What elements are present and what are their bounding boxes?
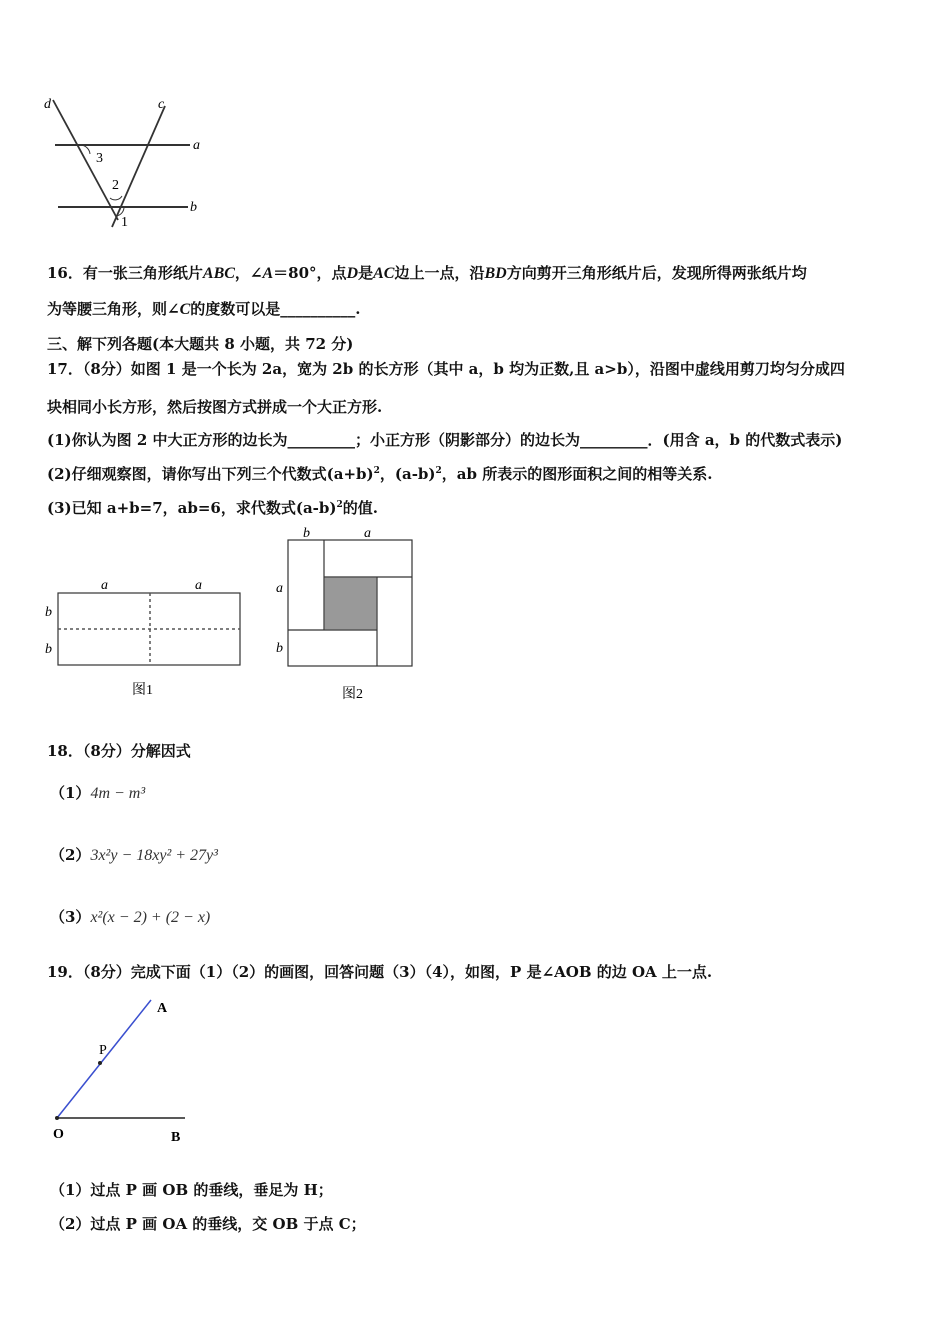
q18-expression: 3x²y − 18xy² + 27y³ xyxy=(90,847,218,864)
exponent: 2 xyxy=(336,500,343,510)
q16-text: 有一张三角形纸片 xyxy=(82,264,203,282)
label-A: A xyxy=(157,1001,168,1016)
q19-step-1: （1）过点 P 画 OB 的垂线，垂足为 H； xyxy=(50,1181,333,1199)
q16-C: C xyxy=(179,301,191,318)
parallel-lines-figure xyxy=(40,92,220,237)
q16-AC: AC xyxy=(373,265,395,282)
fig1-label-b1: b xyxy=(45,605,52,620)
q16-A: A xyxy=(262,265,274,282)
q17-text: ，(a-b) xyxy=(379,465,436,483)
q16-abc: ABC xyxy=(202,265,235,282)
label-B: B xyxy=(171,1130,181,1145)
fig2-label-b-top: b xyxy=(303,526,310,541)
q17-line1: 17．（8分）如图 1 是一个长为 2a，宽为 2b 的长方形（其中 a，b 均为正数,且 a>b），沿图中虚线用剪刀均匀分成四 xyxy=(47,360,845,378)
q16-text: 方向剪开三角形纸片后，发现所得两张纸片均 xyxy=(506,264,807,282)
q17-text: 的值. xyxy=(342,499,378,517)
q17-text: ，ab 所表示的图形面积之间的相等关系. xyxy=(441,465,713,483)
figure-1 xyxy=(40,572,250,707)
section-3-heading: 三、解下列各题(本大题共 8 小题，共 72 分) xyxy=(47,335,354,353)
point-P xyxy=(98,1061,102,1065)
q17-part1: (1)你认为图 2 中大正方形的边长为_________；小正方形（阴影部分）的边长为_________．(用含 a，b 的代数式表示) xyxy=(47,431,843,449)
q16-D: D xyxy=(346,265,359,282)
q18-expression: 4m − m³ xyxy=(90,785,146,802)
q18-expression: x²(x − 2) + (2 − x) xyxy=(90,909,211,926)
q17-part3 xyxy=(47,497,378,518)
label-O: O xyxy=(53,1127,64,1142)
fig1-label-a2: a xyxy=(195,578,202,593)
fig1-caption: 图1 xyxy=(132,683,153,698)
q18-item-1 xyxy=(50,782,145,803)
fig2-caption: 图2 xyxy=(342,687,363,702)
exponent: 2 xyxy=(373,466,380,476)
q18-item-label: （1） xyxy=(50,784,91,802)
point-O xyxy=(55,1116,59,1120)
q17-part2 xyxy=(47,463,712,484)
fig1-label-a1: a xyxy=(101,578,108,593)
q19-title: 19．（8分）完成下面（1）（2）的画图，回答问题（3）（4），如图，P 是∠AOB 的边 OA 上一点. xyxy=(47,963,713,981)
label-1: 1 xyxy=(121,215,128,230)
angle-2-arc xyxy=(110,196,122,200)
q16-text: ＝80°，点 xyxy=(273,264,347,282)
q18-item-3 xyxy=(50,906,210,927)
figure-2 xyxy=(270,522,420,707)
label-d: d xyxy=(44,97,51,112)
q16-text: 是 xyxy=(358,264,374,282)
q18-item-label: （3） xyxy=(50,908,91,926)
label-b: b xyxy=(190,200,197,215)
q18-title: 18．（8分）分解因式 xyxy=(47,742,191,760)
label-c: c xyxy=(158,97,165,112)
fig2-label-a-left: a xyxy=(276,581,283,596)
q17-line2: 块相同小长方形，然后按图方式拼成一个大正方形. xyxy=(47,398,383,416)
q16-text: 的度数可以是__________. xyxy=(190,300,361,318)
angle-aob-figure xyxy=(45,990,205,1150)
label-3: 3 xyxy=(96,151,103,166)
q16-number: 16． xyxy=(47,264,83,282)
q16-text: 为等腰三角形，则∠ xyxy=(47,300,180,318)
fig2-label-a-top: a xyxy=(364,526,371,541)
label-P: P xyxy=(99,1043,107,1058)
exponent: 2 xyxy=(435,466,442,476)
ray-OA xyxy=(57,1000,151,1118)
label-2: 2 xyxy=(112,178,119,193)
q16-text: 边上一点，沿 xyxy=(394,264,485,282)
q16-text: ，∠ xyxy=(234,264,263,282)
q18-item-label: （2） xyxy=(50,846,91,864)
q16-line1 xyxy=(47,262,807,283)
fig2-label-b-left: b xyxy=(276,641,283,656)
q16-BD: BD xyxy=(484,265,507,282)
q17-text: (2)仔细观察图，请你写出下列三个代数式(a+b) xyxy=(47,465,374,483)
fig1-label-b2: b xyxy=(45,642,52,657)
q18-item-2 xyxy=(50,844,218,865)
q17-text: (3)已知 a+b=7，ab=6，求代数式(a-b) xyxy=(47,499,337,517)
line-d xyxy=(53,100,118,220)
q16-line2 xyxy=(47,298,360,319)
label-a: a xyxy=(193,138,200,153)
q19-step-2: （2）过点 P 画 OA 的垂线，交 OB 于点 C； xyxy=(50,1215,366,1233)
line-c xyxy=(112,106,165,227)
fig2-shaded-square xyxy=(324,577,377,630)
